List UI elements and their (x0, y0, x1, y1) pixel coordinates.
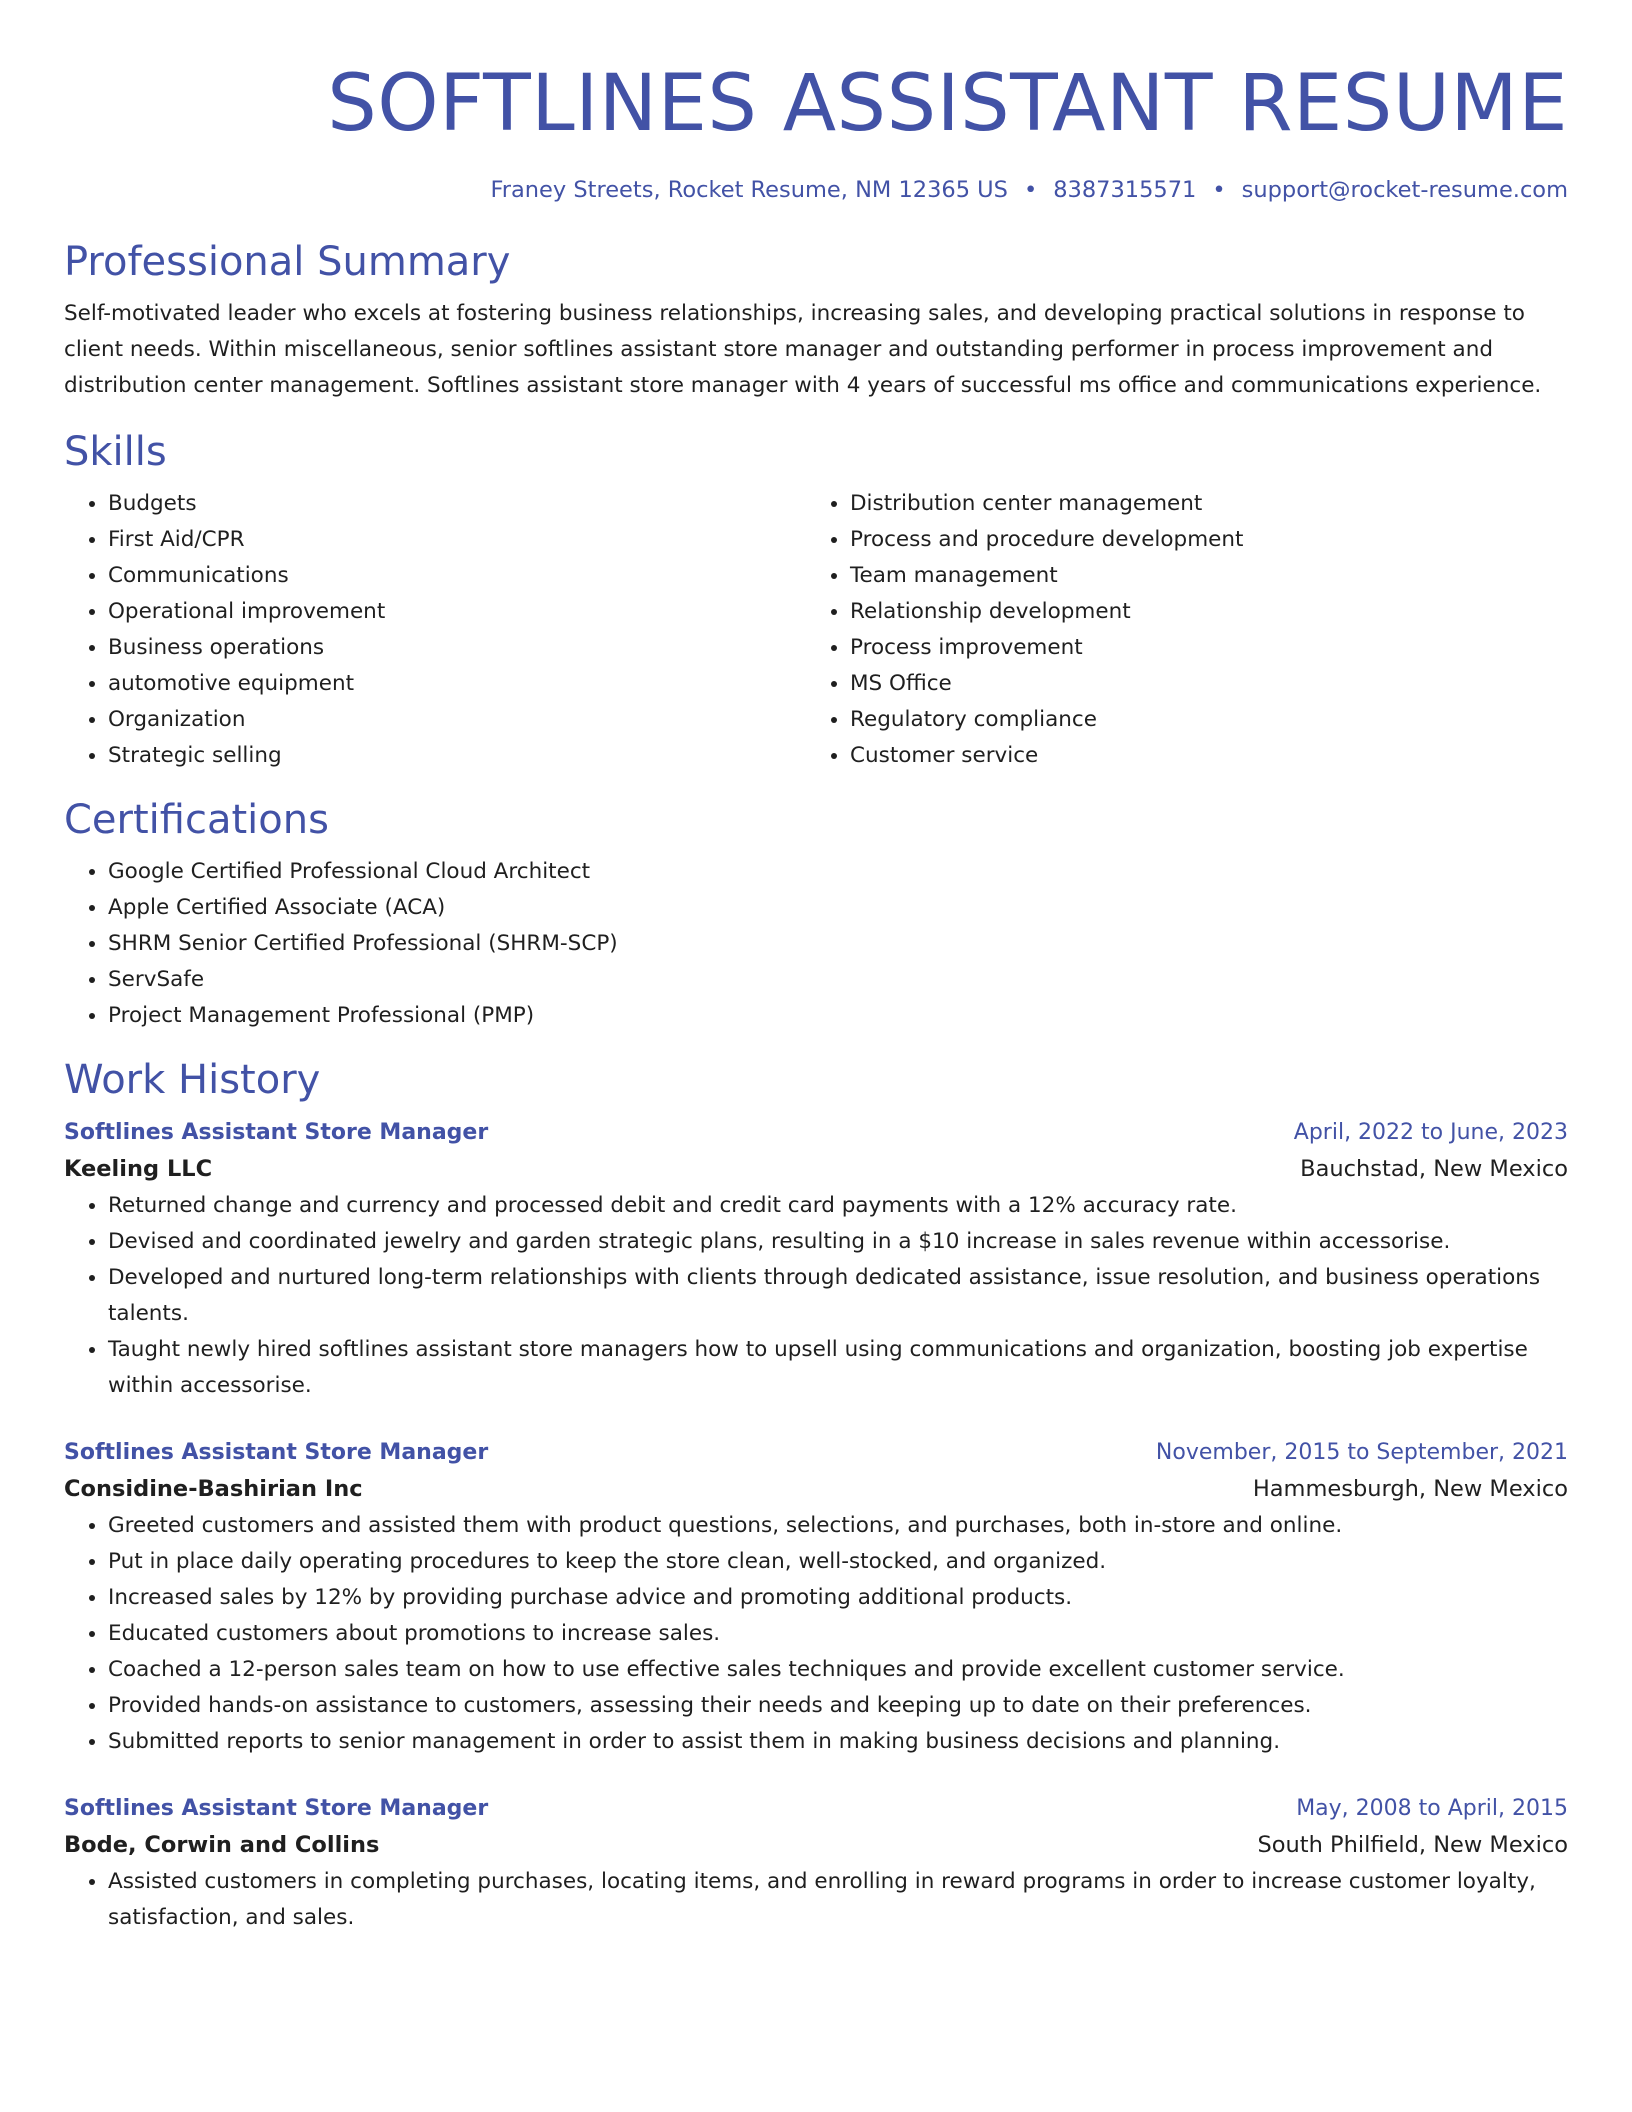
skill-item: • Strategic selling (108, 738, 806, 774)
contact-separator: • (1023, 177, 1038, 203)
certifications-list (64, 854, 1568, 1034)
job-company: Considine-Bashirian Inc (64, 1476, 363, 1502)
skill-item: • First Aid/CPR (108, 522, 806, 558)
skills-section (64, 426, 1568, 774)
contact-line (64, 174, 1568, 206)
certification-item: • ServSafe (108, 962, 1568, 998)
contact-separator: • (1212, 177, 1226, 203)
skill-item: • Regulatory compliance (850, 702, 1548, 738)
skill-item: • MS Office (850, 666, 1548, 702)
contact-email: support@rocket-resume.com (1241, 177, 1568, 203)
summary-text: Self-motivated leader who excels at fostering business relationships, increasing sales, and developing practical solutions in response to client needs. Within miscellaneous, senior softlines assistant store manager and outstanding performer in process improvement and distribution center management. Softlines assistant store manager with 4 years of successful ms office and communications experience. (64, 301, 1542, 398)
resume-page (64, 0, 1568, 1936)
job-entry (64, 1116, 1568, 1404)
skill-item: • Organization (108, 702, 806, 738)
job-entry (64, 1436, 1568, 1760)
job-dates: April, 2022 to June, 2023 (1293, 1120, 1568, 1145)
contact-phone: 8387315571 (1053, 177, 1197, 203)
resume-header (64, 0, 1568, 206)
job-bullet: • Devised and coordinated jewelry and garden strategic plans, resulting in a $10 increase in sales revenue within accessorise. (108, 1224, 1568, 1260)
job-company: Bode, Corwin and Collins (64, 1832, 380, 1858)
job-subheader (64, 1826, 1568, 1864)
skill-item: • Process and procedure development (850, 522, 1548, 558)
resume-title: SOFTLINES ASSISTANT RESUME (327, 59, 1568, 149)
skill-item: • Distribution center management (850, 486, 1548, 522)
job-subheader (64, 1150, 1568, 1188)
skills-column-right (806, 486, 1548, 774)
skills-heading: Skills (64, 429, 167, 475)
job-dates: November, 2015 to September, 2021 (1155, 1440, 1568, 1465)
skills-list-right (806, 486, 1548, 774)
job-header (64, 1792, 1568, 1826)
job-entry (64, 1792, 1568, 1936)
job-bullet: • Developed and nurtured long-term relationships with clients through dedicated assistance, issue resolution, and business operations talents. (108, 1260, 1568, 1332)
skill-item: • Customer service (850, 738, 1548, 774)
job-title: Softlines Assistant Store Manager (64, 1440, 489, 1465)
job-company: Keeling LLC (64, 1156, 213, 1182)
job-bullet: • Provided hands-on assistance to customers, assessing their needs and keeping up to date on their preferences. (108, 1688, 1568, 1724)
summary-heading: Professional Summary (64, 239, 511, 285)
summary-section (64, 236, 1568, 404)
job-bullet: • Assisted customers in completing purchases, locating items, and enrolling in reward programs in order to increase customer loyalty, satisfaction, and sales. (108, 1864, 1568, 1936)
job-location: South Philfield, New Mexico (1257, 1832, 1568, 1858)
certification-item: • Apple Certified Associate (ACA) (108, 890, 1568, 926)
skill-item: • Communications (108, 558, 806, 594)
work-history-section (64, 1054, 1568, 1936)
certifications-heading: Certifications (64, 797, 329, 843)
job-title: Softlines Assistant Store Manager (64, 1796, 489, 1821)
job-bullet: • Educated customers about promotions to increase sales. (108, 1616, 1568, 1652)
certification-item: • Project Management Professional (PMP) (108, 998, 1568, 1034)
work-history-heading: Work History (64, 1057, 321, 1103)
job-dates: May, 2008 to April, 2015 (1296, 1796, 1568, 1821)
skills-columns (64, 486, 1568, 774)
skill-item: • Budgets (108, 486, 806, 522)
job-bullet: • Coached a 12-person sales team on how to use effective sales techniques and provide excellent customer service. (108, 1652, 1568, 1688)
skill-item: • Operational improvement (108, 594, 806, 630)
job-header (64, 1116, 1568, 1150)
job-bullets (64, 1864, 1568, 1936)
job-bullet: • Returned change and currency and processed debit and credit card payments with a 12% accuracy rate. (108, 1188, 1568, 1224)
certifications-section (64, 794, 1568, 1034)
job-title: Softlines Assistant Store Manager (64, 1120, 489, 1145)
job-bullet: • Increased sales by 12% by providing purchase advice and promoting additional products. (108, 1580, 1568, 1616)
skills-column-left (64, 486, 806, 774)
job-bullets (64, 1508, 1568, 1760)
job-bullet: • Greeted customers and assisted them with product questions, selections, and purchases, both in-store and online. (108, 1508, 1568, 1544)
skill-item: • Relationship development (850, 594, 1548, 630)
job-header (64, 1436, 1568, 1470)
job-bullets (64, 1188, 1568, 1404)
job-bullet: • Put in place daily operating procedures to keep the store clean, well-stocked, and organized. (108, 1544, 1568, 1580)
skill-item: • Process improvement (850, 630, 1548, 666)
job-subheader (64, 1470, 1568, 1508)
skills-list-left (64, 486, 806, 774)
job-bullet: • Taught newly hired softlines assistant store managers how to upsell using communications and organization, boosting job expertise within accessorise. (108, 1332, 1568, 1404)
skill-item: • automotive equipment (108, 666, 806, 702)
skill-item: • Business operations (108, 630, 806, 666)
job-location: Bauchstad, New Mexico (1300, 1156, 1568, 1182)
certification-item: • Google Certified Professional Cloud Architect (108, 854, 1568, 890)
skill-item: • Team management (850, 558, 1548, 594)
contact-address: Franey Streets, Rocket Resume, NM 12365 US (490, 177, 1008, 203)
job-location: Hammesburgh, New Mexico (1252, 1476, 1568, 1502)
certification-item: • SHRM Senior Certified Professional (SHRM-SCP) (108, 926, 1568, 962)
job-bullet: • Submitted reports to senior management in order to assist them in making business decisions and planning. (108, 1724, 1568, 1760)
